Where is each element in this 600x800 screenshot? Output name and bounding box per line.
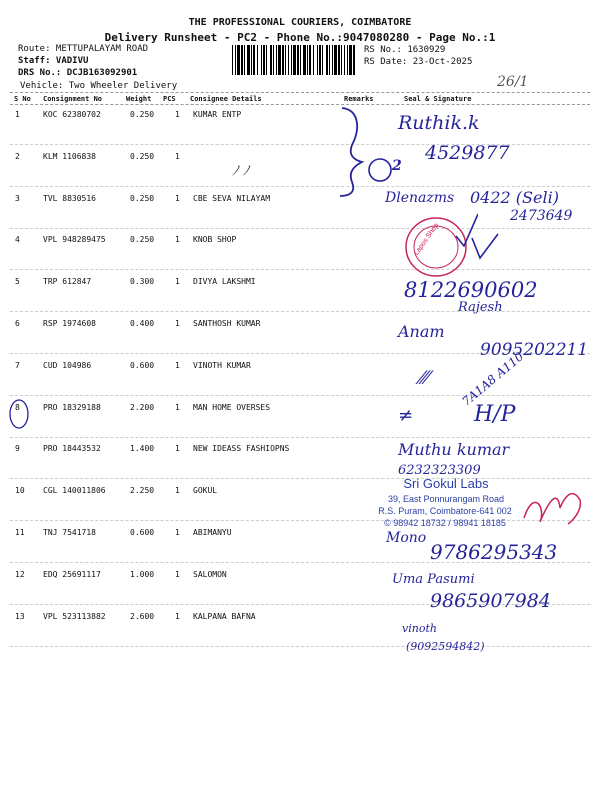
row-weight: 2.600 <box>130 611 155 621</box>
row-consignee: NEW IDEASS FASHIOPNS <box>193 444 290 454</box>
row-consignee: KNOB SHOP <box>193 235 237 245</box>
row-sno: 2 <box>15 151 20 161</box>
barcode-bar <box>276 45 277 75</box>
barcode-bar <box>334 45 337 75</box>
barcode-bar <box>353 45 355 75</box>
col-sno: S No <box>14 95 31 103</box>
row-divider <box>10 437 590 438</box>
row-pcs: 1 <box>175 569 180 579</box>
row-consignment: RSP 1974608 <box>43 319 96 328</box>
barcode-graphic <box>232 45 358 75</box>
row-weight: 0.300 <box>130 277 155 287</box>
row-consignment: EDQ 25691117 <box>43 569 101 579</box>
staff-label: Staff: VADIVU <box>18 56 89 66</box>
row-sno: 7 <box>15 360 20 370</box>
barcode-bar <box>288 45 289 75</box>
row9-phone: 6232323309 <box>398 463 481 478</box>
row5-name: Rajesh <box>458 300 503 315</box>
gokul-red-signature <box>520 478 590 538</box>
barcode-bar <box>300 45 301 75</box>
barcode-bar <box>293 45 296 75</box>
barcode-bar <box>237 45 240 75</box>
row5-phone: 8122690602 <box>404 278 538 302</box>
row4-stamp-text: Lapos Shop <box>413 222 441 257</box>
row-divider <box>10 311 590 312</box>
row-consignment: VPL 523113882 <box>43 611 106 621</box>
barcode-bar <box>303 45 306 75</box>
barcode-bar <box>270 45 272 75</box>
row-pcs: 1 <box>175 151 180 161</box>
row-weight: 0.600 <box>130 528 155 537</box>
row-consignment: KOC 62380702 <box>43 110 101 119</box>
barcode-bar <box>273 45 274 75</box>
row4-check <box>470 232 500 262</box>
row-weight: 0.400 <box>130 319 155 328</box>
header-rule-top <box>10 92 590 93</box>
row-consignee: KALPANA BAFNA <box>193 611 256 621</box>
row-sno: 1 <box>15 110 20 119</box>
rs-date-label: RS Date: 23-Oct-2025 <box>364 57 473 67</box>
row3-phone2: 2473649 <box>510 208 573 224</box>
barcode-bar <box>266 45 267 75</box>
row-weight: 1.400 <box>130 444 155 454</box>
barcode-bar <box>307 45 308 75</box>
gokul-stamp-name: Sri Gokul Labs <box>403 476 489 491</box>
row-consignee: VINOTH KUMAR <box>193 360 251 370</box>
col-weight: Weight <box>126 95 152 103</box>
row-consignee: SALOMON <box>193 569 227 579</box>
row-pcs: 1 <box>175 319 180 328</box>
row-consignment: TRP 612847 <box>43 277 92 287</box>
corner-note: 26/1 <box>497 74 529 90</box>
barcode-bar <box>235 45 236 75</box>
row-weight: 0.250 <box>130 193 155 203</box>
row-consignment: VPL 948289475 <box>43 235 106 245</box>
row1-signature: Ruthik.k <box>398 112 480 134</box>
row13-phone: (9092594842) <box>406 640 485 653</box>
row-divider <box>10 269 590 270</box>
row1-phone: 4529877 <box>425 142 510 164</box>
row-weight: 0.250 <box>130 235 155 245</box>
row-weight: 2.200 <box>130 402 155 412</box>
col-pcs: PCS <box>163 95 176 103</box>
row11-signature: Mono <box>386 530 427 546</box>
row-consignee: GOKUL <box>193 486 218 496</box>
barcode-bar <box>317 45 318 75</box>
barcode-bar <box>341 45 342 75</box>
row-consignee: SANTHOSH KUMAR <box>193 319 261 328</box>
col-remarks: Remarks <box>344 95 374 103</box>
row-sno: 5 <box>15 277 20 287</box>
row7-mark: ⁄⁄⁄ <box>420 368 430 389</box>
row-divider <box>10 646 590 647</box>
barcode <box>232 45 358 75</box>
row-sno: 13 <box>15 611 25 621</box>
barcode-bar <box>253 45 255 75</box>
row-pcs: 1 <box>175 444 180 454</box>
barcode-bar <box>251 45 252 75</box>
row-pcs: 1 <box>175 486 180 496</box>
row-consignee: CBE SEVA NILAYAM <box>193 193 271 203</box>
row-consignee: MAN HOME OVERSES <box>193 402 271 412</box>
barcode-bar <box>297 45 299 75</box>
row-consignment: CUD 104986 <box>43 360 92 370</box>
row8-signature: H/P <box>474 402 516 427</box>
row-pcs: 1 <box>175 235 180 245</box>
col-consignee: Consignee Details <box>190 95 262 103</box>
barcode-bar <box>326 45 328 75</box>
row-sno: 11 <box>15 528 25 537</box>
row-sno: 6 <box>15 319 20 328</box>
row-divider <box>10 186 590 187</box>
barcode-bar <box>278 45 281 75</box>
row13-signature: vinoth <box>402 622 437 635</box>
row4-round-stamp <box>398 212 478 282</box>
row-pcs: 1 <box>175 193 180 203</box>
barcode-bar <box>282 45 284 75</box>
row-consignment: KLM 1106838 <box>43 151 96 161</box>
barcode-bar <box>329 45 330 75</box>
row-sno: 3 <box>15 193 20 203</box>
gokul-stamp-phone: © 98942 18732 / 98941 18185 <box>384 518 506 528</box>
route-label: Route: METTUPALAYAM ROAD <box>18 44 149 54</box>
row12-phone: 9865907984 <box>430 590 551 612</box>
row8-circle <box>8 398 30 430</box>
row-consignee: KUMAR ENTP <box>193 110 242 119</box>
row-sno: 10 <box>15 486 25 496</box>
row-consignment: PRO 18443532 <box>43 444 101 454</box>
row3-signature: Dlenazms <box>385 190 455 206</box>
runsheet-title: Delivery Runsheet - PC2 - Phone No.:9047080280 - Page No.:1 <box>104 31 496 44</box>
barcode-bar <box>241 45 243 75</box>
row-divider <box>10 228 590 229</box>
barcode-bar <box>344 45 345 75</box>
barcode-bar <box>244 45 245 75</box>
row-consignee: DIVYA LAKSHMI <box>193 277 256 287</box>
row-weight: 0.250 <box>130 151 155 161</box>
header-rule-bottom <box>10 104 590 105</box>
barcode-bar <box>332 45 333 75</box>
rs-no-label: RS No.: 1630929 <box>364 45 446 55</box>
row6-phone: 9095202211 <box>480 340 589 360</box>
row-consignment: CGL 140011806 <box>43 486 106 496</box>
row-consignment: PRO 18329188 <box>43 402 101 412</box>
barcode-bar <box>322 45 323 75</box>
barcode-bar <box>338 45 340 75</box>
barcode-bar <box>319 45 321 75</box>
row12-signature: Uma Pasumi <box>392 572 475 587</box>
barcode-bar <box>261 45 262 75</box>
row-sno: 4 <box>15 235 20 245</box>
row-divider <box>10 395 590 396</box>
row2-mark: 2 <box>392 158 402 174</box>
barcode-bar <box>347 45 348 75</box>
row-weight: 2.250 <box>130 486 155 496</box>
company-title: THE PROFESSIONAL COURIERS, COIMBATORE <box>188 17 412 28</box>
row-consignee: ABIMANYU <box>193 528 232 537</box>
row-sno: 12 <box>15 569 25 579</box>
row-consignment: TVL 8830516 <box>43 193 96 203</box>
col-consignment: Consignment No <box>43 95 103 103</box>
row-weight: 0.600 <box>130 360 155 370</box>
col-seal: Seal & Signature <box>404 95 472 103</box>
row8-scribble: ≠ <box>398 405 414 426</box>
barcode-bar <box>285 45 286 75</box>
barcode-bar <box>291 45 292 75</box>
gokul-stamp-address1: 39, East Ponnurangam Road <box>387 494 505 504</box>
row-pcs: 1 <box>175 360 180 370</box>
barcode-bar <box>232 45 233 75</box>
barcode-bar <box>349 45 352 75</box>
row11-phone: 9786295343 <box>430 540 558 564</box>
row2-tick: ﾉ ﾉ <box>232 164 250 179</box>
row-pcs: 1 <box>175 277 180 287</box>
barcode-bar <box>257 45 258 75</box>
barcode-bar <box>247 45 250 75</box>
barcode-bar <box>263 45 265 75</box>
row-pcs: 1 <box>175 110 180 119</box>
vehicle-label: Vehicle: Two Wheeler Delivery <box>20 81 178 91</box>
row-pcs: 1 <box>175 528 180 537</box>
row7-phone: 7A1A8 A110 <box>459 349 527 409</box>
row-pcs: 1 <box>175 402 180 412</box>
row-sno: 9 <box>15 444 20 454</box>
row9-signature: Muthu kumar <box>398 440 510 459</box>
row3-phone: 0422 (Seli) <box>470 188 559 207</box>
row-consignment: TNJ 7541718 <box>43 528 96 537</box>
barcode-bar <box>313 45 314 75</box>
barcode-bar <box>309 45 311 75</box>
row-weight: 1.000 <box>130 569 155 579</box>
row6-signature: Anam <box>398 322 445 341</box>
row-sno: 8 <box>15 402 20 412</box>
row-pcs: 1 <box>175 611 180 621</box>
gokul-stamp-address2: R.S. Puram, Coimbatore-641 002 <box>378 506 512 516</box>
row-weight: 0.250 <box>130 110 155 119</box>
drs-label: DRS No.: DCJB163092901 <box>18 68 138 78</box>
